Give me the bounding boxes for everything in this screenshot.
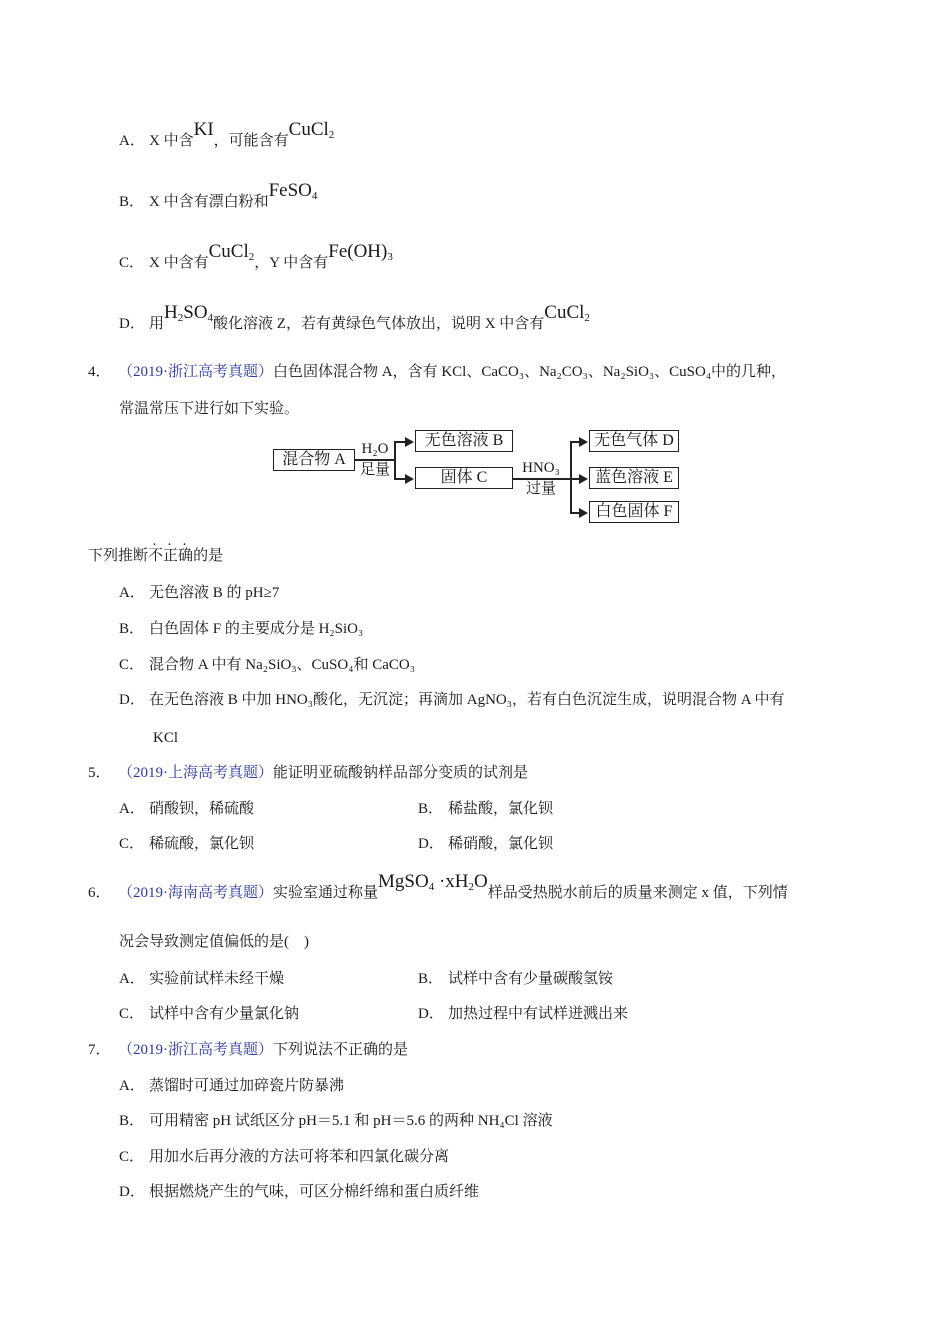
- q3-option-a: A． X 中含KI，可能含有CuCl$_2$: [119, 119, 335, 149]
- q7-option-a: A． 蒸馏时可通过加碎瓷片防暴沸: [119, 1078, 345, 1094]
- box-solid-f: 白色固体 F: [589, 501, 679, 523]
- q5-option-c: C． 稀硫酸，氯化钡: [119, 836, 255, 852]
- arrow-icon: [405, 474, 414, 484]
- formula-cucl2: CuCl$_2$: [544, 302, 590, 324]
- experiment-flow-diagram: [273, 428, 683, 528]
- question-number: 4．: [88, 364, 111, 380]
- q4-option-b: B． 白色固体 F 的主要成分是 H₂SiO₃: [119, 621, 364, 637]
- q6-stem: 6． （2019·海南高考真题）实验室通过称量MgSO$_4$ $\cdot xH_2O$样品受热脱水前后的质量来测定 x 值，下列情: [88, 871, 788, 901]
- q6-option-b: B． 试样中含有少量碳酸氢铵: [418, 971, 614, 987]
- label-excess: 过量: [525, 481, 556, 497]
- q6-stem-line2: 况会导致测定值偏低的是( ): [119, 934, 309, 950]
- q4-option-c: C． 混合物 A 中有 Na₂SiO₃、CuSO₄和 CaCO₃: [119, 657, 415, 673]
- formula-mgso4-xh2o: MgSO$_4$ $\cdot xH_2O$: [378, 871, 488, 893]
- branch-line: [570, 441, 572, 513]
- formula-feso4: FeSO$_4$: [268, 180, 318, 202]
- emphasis-char: 正: [163, 548, 179, 564]
- source-tag: （2019·浙江高考真题）: [118, 364, 273, 380]
- q5-option-b: B． 稀盐酸，氯化钡: [418, 801, 554, 817]
- box-solution-b: 无色溶液 B: [415, 430, 513, 452]
- box-mixture-a: 混合物 A: [273, 449, 355, 471]
- source-tag: （2019·上海高考真题）: [118, 765, 273, 781]
- q5-option-a: A． 硝酸钡，稀硫酸: [119, 801, 255, 817]
- connector-line: [355, 459, 395, 461]
- arrow-icon: [579, 474, 588, 484]
- label-sufficient: 足量: [359, 462, 390, 478]
- q3-option-b: B． X 中含有漂白粉和FeSO$_4$: [119, 180, 318, 210]
- label-hno3: HNO₃: [522, 460, 560, 476]
- q3-option-d: D． 用$H_2SO_4$酸化溶液 Z，若有黄绿色气体放出，说明 X 中含有CuCl$_2$: [119, 302, 590, 332]
- question-number: 7．: [88, 1042, 111, 1058]
- q4-option-d: D． 在无色溶液 B 中加 HNO₃酸化，无沉淀；再滴加 AgNO₃，若有白色沉淀生成，说明混合物 A 中有: [119, 692, 785, 708]
- q4-stem-line2: 常温常压下进行如下实验。: [119, 401, 300, 417]
- q6-option-d: D． 加热过程中有试样迸溅出来: [418, 1006, 629, 1022]
- label-h2o: H₂O: [361, 441, 389, 457]
- emphasis-char: 不: [148, 548, 164, 564]
- arrow-icon: [579, 437, 588, 447]
- arrow-icon: [579, 508, 588, 518]
- q3-option-c: C． X 中含有CuCl$_2$，Y 中含有$Fe(OH)_3$: [119, 241, 393, 271]
- q6-option-a: A． 实验前试样未经干燥: [119, 971, 285, 987]
- q5-stem: 5． （2019·上海高考真题）能证明亚硫酸钠样品部分变质的试剂是: [88, 765, 529, 781]
- question-number: 5．: [88, 765, 111, 781]
- q4-option-d-continued: KCl: [153, 730, 179, 746]
- box-solid-c: 固体 C: [415, 467, 513, 489]
- question-number: 6．: [88, 885, 111, 901]
- q4-stem: 4． （2019·浙江高考真题）白色固体混合物 A，含有 KCl、CaCO₃、Na₂CO₃、Na₂SiO₃、CuSO₄中的几种，: [88, 364, 787, 380]
- formula-cucl2: CuCl$_2$: [288, 119, 335, 141]
- formula-feoh3: $Fe(OH)_3$: [328, 241, 393, 263]
- q6-option-c: C． 试样中含有少量氯化钠: [119, 1006, 300, 1022]
- source-tag: （2019·浙江高考真题）: [118, 1042, 273, 1058]
- branch-line: [394, 441, 396, 479]
- q4-option-a: A． 无色溶液 B 的 pH≥7: [119, 585, 280, 601]
- q7-option-b: B． 可用精密 pH 试纸区分 pH＝5.1 和 pH＝5.6 的两种 NH₄Cl 溶液: [119, 1113, 553, 1129]
- box-solution-e: 蓝色溶液 E: [589, 467, 679, 489]
- formula-ki: KI: [193, 119, 214, 140]
- formula-cucl2: CuCl$_2$: [208, 241, 255, 263]
- q5-option-d: D． 稀硝酸，氯化钡: [418, 836, 554, 852]
- box-gas-d: 无色气体 D: [589, 430, 679, 452]
- arrow-icon: [405, 437, 414, 447]
- q7-option-c: C． 用加水后再分液的方法可将苯和四氯化碳分离: [119, 1149, 450, 1165]
- q7-option-d: D． 根据燃烧产生的气味，可区分棉纤绵和蛋白质纤维: [119, 1184, 480, 1200]
- q4-prompt: 下列推断不正确的是: [88, 548, 224, 564]
- connector-line: [513, 478, 571, 480]
- formula-h2so4: $H_2SO_4$: [164, 302, 214, 324]
- q7-stem: 7． （2019·浙江高考真题）下列说法不正确的是: [88, 1042, 409, 1058]
- source-tag: （2019·海南高考真题）: [118, 885, 273, 901]
- emphasis-char: 确: [178, 548, 194, 564]
